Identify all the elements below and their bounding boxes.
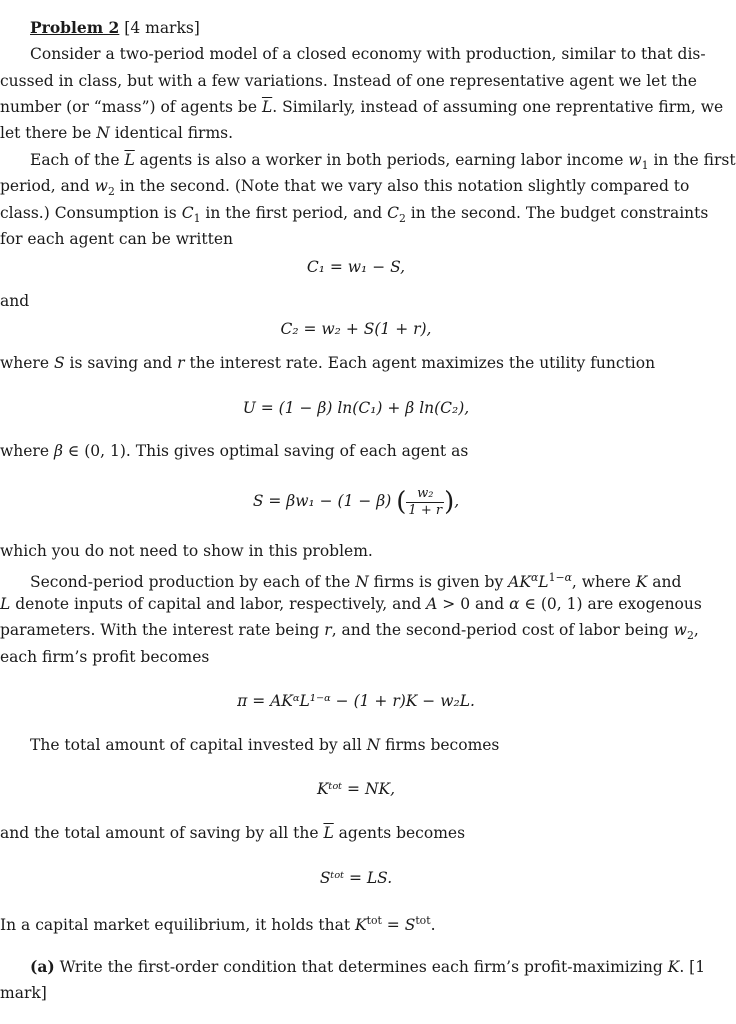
para2-line3: class.) Consumption is $C_1$ in the first period, and $C_2$ in the second. The budget constraints [0, 204, 709, 226]
para3-line1: Second-period production by each of the N firms is given by $AK^\alpha L^{1-\alpha}$, where K and [30, 571, 682, 592]
where-saving-line: where S is saving and r the interest rate. Each agent maximizes the utility function [0, 354, 656, 372]
part-a-line2: mark] [0, 984, 47, 1002]
para2-line1: Each of the $\overline{L}$ agents is also a worker in both periods, earning labor income $w_1$ in the first [30, 151, 736, 173]
para1-line1: Consider a two-period model of a closed economy with production, similar to that dis- [30, 45, 706, 63]
problem-marks: [4 marks] [124, 19, 200, 37]
problem-heading [30, 18, 736, 38]
part-a-line1: (a) Write the first-order condition that determines each firm’s profit-maximizing K. [1 [30, 957, 706, 976]
para1-line2: cussed in class, but with a few variations. Instead of one representative agent we let the [0, 72, 697, 90]
equilibrium-line: In a capital market equilibrium, it holds that $K^{tot} = S^{tot}$. [0, 914, 436, 935]
para1-line3: number (or “mass”) of agents be $\overline{L}$. Similarly, instead of assuming one reprentative firm, we [0, 98, 724, 116]
where-beta-line: where β ∈ (0, 1). This gives optimal saving of each agent as [0, 442, 469, 460]
para3-line3: parameters. With the interest rate being r, and the second-period cost of labor being $w_2$, [0, 621, 699, 643]
equation-utility: U = (1 − β) ln(C₁) + β ln(C₂), [242, 399, 470, 417]
and-text: and [0, 292, 30, 310]
para1-line4: let there be N identical firms. [0, 124, 234, 142]
problem-title: Problem 2 [30, 18, 120, 37]
para3-line2: L denote inputs of capital and labor, respectively, and A > 0 and α ∈ (0, 1) are exogenous [0, 595, 702, 613]
equation-profit: π = AKᵅL¹⁻ᵅ − (1 + r)K − w₂L. [237, 692, 475, 710]
para2-line4: for each agent can be written [0, 230, 233, 248]
para2-line2: period, and $w_2$ in the second. (Note that we vary also this notation slightly compared to [0, 177, 690, 199]
part-a-label: (a) [30, 957, 55, 976]
equation-capital-total: Kᵗᵒᵗ = NK, [316, 780, 396, 798]
para3-line4: each firm’s profit becomes [0, 648, 210, 666]
saving-total-line: and the total amount of saving by all the $\overline{L}$ agents becomes [0, 824, 466, 842]
capital-total-line: The total amount of capital invested by all N firms becomes [30, 736, 500, 754]
equation-optimal-saving: S = βw₁ − (1 − β) ( $\frac{\text{w₂}}{1 + r}$ ), [252, 485, 460, 518]
note-line: which you do not need to show in this problem. [0, 542, 373, 560]
equation-saving-total: Sᵗᵒᵗ = LS. [319, 869, 393, 887]
equation-budget-1: C₁ = w₁ − S, [306, 258, 406, 276]
equation-budget-2: C₂ = w₂ + S(1 + r), [280, 320, 432, 338]
